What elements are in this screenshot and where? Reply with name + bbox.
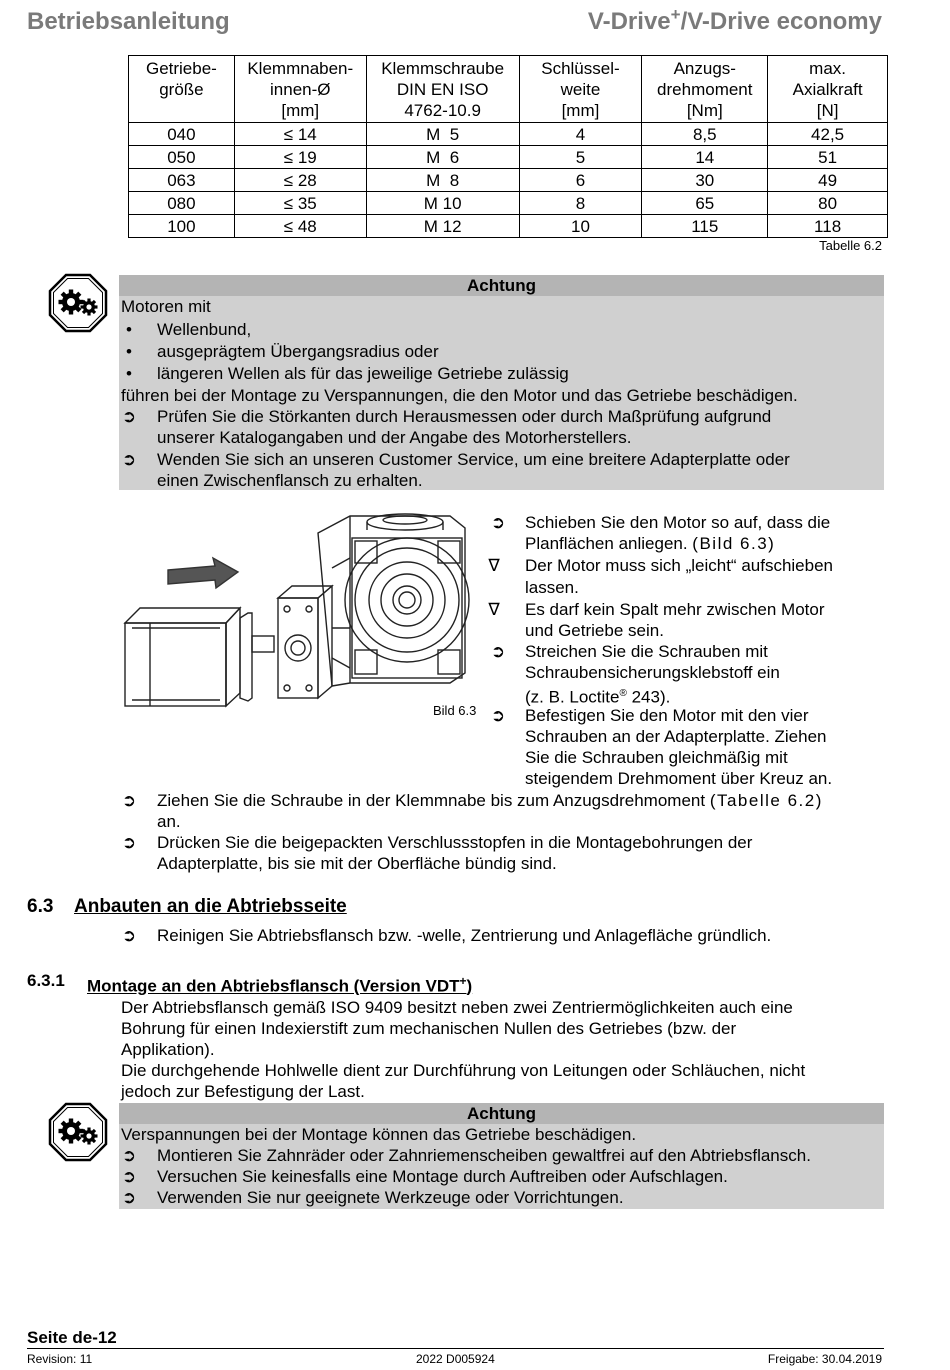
step-tighten-clamp: Ziehen Sie die Schraube in der Klemmnabe bis zum Anzugsdrehmoment (Tabelle 6.2) (157, 791, 823, 810)
table-header-row (129, 56, 888, 123)
arrow-icon: ➲ (121, 833, 137, 852)
col-header-axial-force: max. Axialkraft [N] (768, 56, 888, 123)
list-item: ausgeprägtem Übergangsradius oder (157, 342, 439, 361)
motor-gearbox-drawing (120, 508, 490, 713)
bullet-icon: • (126, 320, 132, 339)
step-insert-plugs-cont: Adapterplatte, bis sie mit der Oberfläche bündig sind. (157, 854, 557, 873)
step-insert-plugs: Drücken Sie die beigepackten Verschlussstopfen in die Montagebohrungen der (157, 833, 753, 852)
result-item: Der Motor muss sich „leicht“ aufschieben (525, 556, 834, 575)
action-item-cont: unserer Katalogangaben und der Angabe des Motorherstellers. (157, 428, 632, 447)
arrow-icon: ➲ (121, 450, 137, 469)
table-row: 100 ≤ 48 M 12 10 115 118 (129, 215, 888, 238)
step-slide-motor-cont: Planflächen anliegen. (Bild 6.3) (525, 534, 776, 553)
table-caption: Tabelle 6.2 (819, 238, 882, 253)
result-icon: ∇ (488, 600, 500, 619)
step-coat-screws: Streichen Sie die Schrauben mit (525, 642, 768, 661)
figure-reference[interactable]: (Bild 6.3) (692, 534, 776, 553)
action-item: Prüfen Sie die Störkanten durch Herausmessen oder durch Maßprüfung aufgrund (157, 407, 772, 426)
step-coat-screws-cont: Schraubensicherungsklebstoff ein (525, 663, 780, 682)
step-fasten-motor-cont: Schrauben an der Adapterplatte. Ziehen (525, 727, 827, 746)
warning-title-1: Achtung (119, 275, 884, 296)
product-title: V-Drive+/V-Drive economy (587, 5, 882, 35)
step-fasten-motor-cont: steigendem Drehmoment über Kreuz an. (525, 769, 833, 788)
col-header-torque: Anzugs- drehmoment [Nm] (642, 56, 768, 123)
arrow-icon: ➲ (121, 1167, 137, 1186)
step-slide-motor: Schieben Sie den Motor so auf, dass die (525, 513, 831, 532)
bullet-icon: • (126, 364, 132, 383)
action-item: Wenden Sie sich an unseren Customer Service, um eine breitere Adapterplatte oder (157, 450, 790, 469)
col-header-gearbox-size: Getriebe- größe (129, 56, 235, 123)
gears-warning-icon (48, 1102, 108, 1162)
step-fasten-motor: Befestigen Sie den Motor mit den vier (525, 706, 809, 725)
step-clean-flange: Reinigen Sie Abtriebsflansch bzw. -welle, Zentrierung und Anlagefläche gründlich. (157, 926, 772, 945)
arrow-icon: ➲ (490, 642, 506, 661)
bullet-icon: • (126, 342, 132, 361)
arrow-icon: ➲ (490, 513, 506, 532)
paragraph-line: Bohrung für einen Indexierstift zum mechanischen Nullen des Getriebes (bzw. der (121, 1019, 737, 1038)
list-item: Wellenbund, (157, 320, 252, 339)
document-title: Betriebsanleitung (27, 8, 230, 35)
table-reference[interactable]: (Tabelle 6.2) (709, 791, 823, 810)
clamp-screw-table (128, 55, 888, 238)
section-heading-6-3: 6.3 Anbauten an die Abtriebsseite (27, 896, 347, 917)
table-row: 050 ≤ 19 M 6 5 14 51 (129, 146, 888, 169)
gears-warning-icon (48, 273, 108, 333)
table-row: 040 ≤ 14 M 5 4 8,5 42,5 (129, 123, 888, 146)
warning-consequence-1: führen bei der Montage zu Verspannungen, die den Motor und das Getriebe beschädigen. (121, 386, 798, 405)
arrow-icon: ➲ (121, 791, 137, 810)
warning-intro-2: Verspannungen bei der Montage können das Getriebe beschädigen. (121, 1125, 637, 1144)
paragraph-line: Der Abtriebsflansch gemäß ISO 9409 besitzt neben zwei Zentriermöglichkeiten auch eine (121, 998, 793, 1017)
action-item: Verwenden Sie nur geeignete Werkzeuge oder Vorrichtungen. (157, 1188, 624, 1207)
step-fasten-motor-cont: Sie die Schrauben gleichmäßig mit (525, 748, 788, 767)
result-item-cont: und Getriebe sein. (525, 621, 664, 640)
col-header-wrench-size: Schlüssel- weite [mm] (519, 56, 642, 123)
revision-label: Revision: 11 (27, 1352, 93, 1366)
result-item: Es darf kein Spalt mehr zwischen Motor (525, 600, 825, 619)
col-header-hub-diameter: Klemmnaben- innen-Ø [mm] (234, 56, 366, 123)
action-item-cont: einen Zwischenflansch zu erhalten. (157, 471, 423, 490)
warning-intro-1: Motoren mit (121, 297, 211, 316)
figure-caption: Bild 6.3 (433, 703, 477, 718)
arrow-icon: ➲ (121, 407, 137, 426)
release-date: Freigabe: 30.04.2019 (767, 1352, 882, 1366)
result-icon: ∇ (488, 556, 500, 575)
paragraph-line: Applikation). (121, 1040, 215, 1059)
paragraph-line: Die durchgehende Hohlwelle dient zur Durchführung von Leitungen oder Schläuchen, nicht (121, 1061, 806, 1080)
table-row: 080 ≤ 35 M 10 8 65 80 (129, 192, 888, 215)
col-header-clamp-screw: Klemmschraube DIN EN ISO 4762-10.9 (366, 56, 519, 123)
arrow-icon: ➲ (121, 1188, 137, 1207)
arrow-icon: ➲ (490, 706, 506, 725)
paragraph-line: jedoch zur Befestigung der Last. (121, 1082, 365, 1101)
arrow-icon: ➲ (121, 926, 137, 945)
step-tighten-clamp-cont: an. (157, 812, 181, 831)
action-item: Versuchen Sie keinesfalls eine Montage durch Auftreiben oder Aufschlagen. (157, 1167, 728, 1186)
document-number: 2022 D005924 (416, 1352, 495, 1366)
section-heading-6-3-1: 6.3.1 Montage an den Abtriebsflansch (Version VDT+) (27, 971, 473, 996)
result-item-cont: lassen. (525, 578, 579, 597)
footer-divider (27, 1348, 884, 1349)
action-item: Montieren Sie Zahnräder oder Zahnriemenscheiben gewaltfrei auf den Abtriebsflansch. (157, 1146, 811, 1165)
arrow-icon: ➲ (121, 1146, 137, 1165)
step-coat-screws-cont: (z. B. Loctite® 243). (525, 687, 671, 707)
page-number: Seite de-12 (27, 1328, 117, 1347)
list-item: längeren Wellen als für das jeweilige Getriebe zulässig (157, 364, 569, 383)
table-row: 063 ≤ 28 M 8 6 30 49 (129, 169, 888, 192)
warning-title-2: Achtung (119, 1103, 884, 1124)
